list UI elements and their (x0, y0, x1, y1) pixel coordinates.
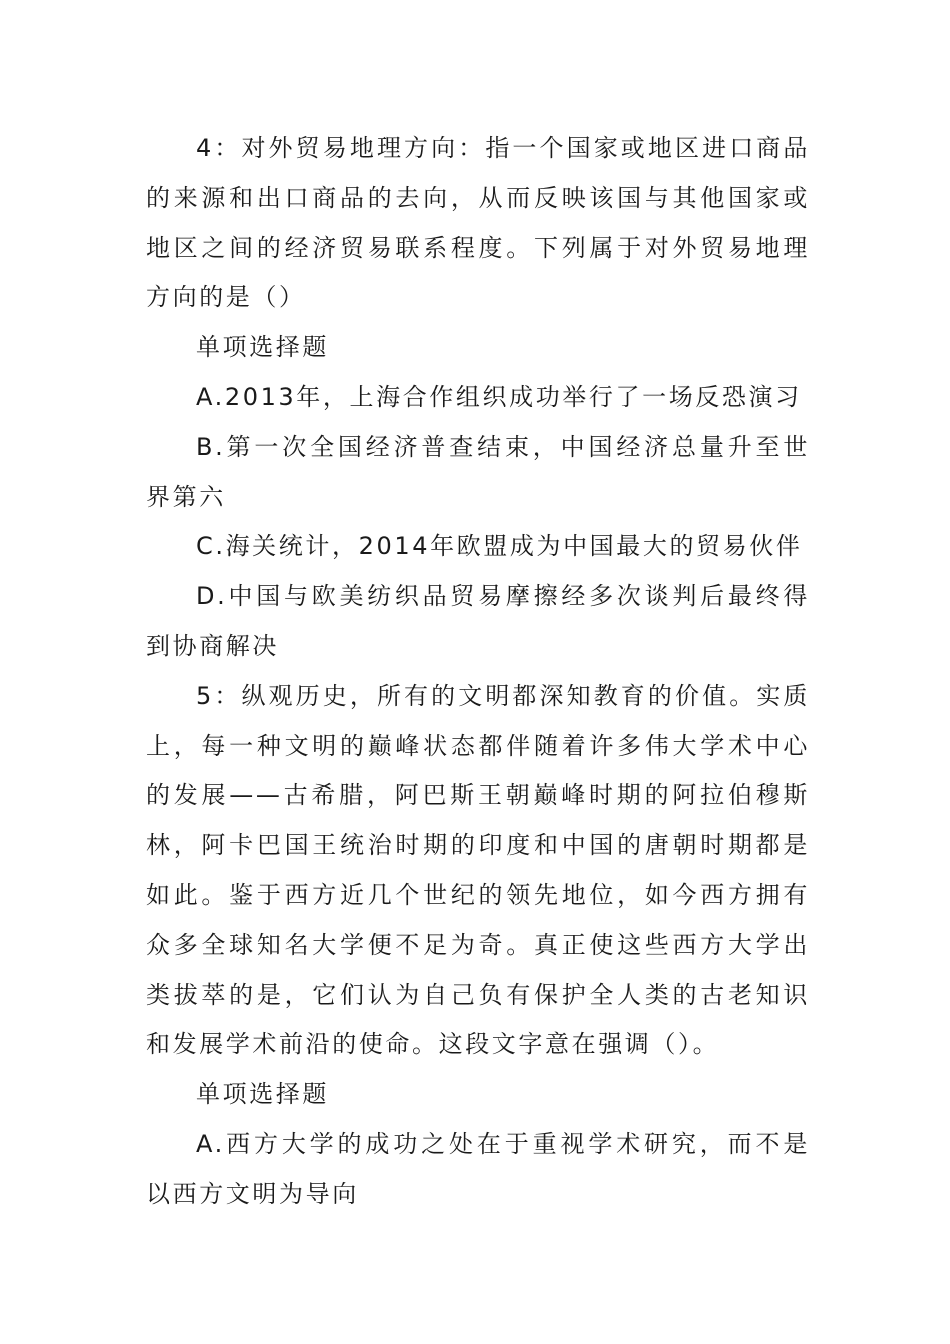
question-4-option-d: D.中国与欧美纺织品贸易摩擦经多次谈判后最终得到协商解决 (146, 582, 810, 660)
document-page (146, 124, 810, 1220)
question-5-type: 单项选择题 (196, 1080, 329, 1109)
question-4-type: 单项选择题 (196, 333, 329, 362)
question-4-option-b: B.第一次全国经济普查结束，中国经济总量升至世界第六 (146, 432, 810, 511)
question-5-stem: 5：纵观历史，所有的文明都深知教育的价值。实质上，每一种文明的巅峰状态都伴随着许多伟大学术中心的发展——古希腊，阿巴斯王朝巅峰时期的阿拉伯穆斯林，阿卡巴国王统治时期的印度和中国的唐朝时期都是如此。鉴于西方近几个世纪的领先地位，如今西方拥有众多全球知名大学便不足为奇。真正使这些西方大学出类拔萃的是，它们认为自己负有保护全人类的古老知识和发展学术前沿的使命。这段文字意在强调（）。 (146, 681, 810, 1059)
question-5-option-a: A.西方大学的成功之处在于重视学术研究，而不是以西方文明为导向 (146, 1129, 810, 1208)
question-4-stem: 4：对外贸易地理方向：指一个国家或地区进口商品的来源和出口商品的去向，从而反映该国与其他国家或地区之间的经济贸易联系程度。下列属于对外贸易地理方向的是（） (146, 134, 810, 312)
question-4-option-a: A.2013年，上海合作组织成功举行了一场反恐演习 (196, 382, 802, 411)
question-4-option-c: C.海关统计，2014年欧盟成为中国最大的贸易伙伴 (196, 532, 803, 561)
